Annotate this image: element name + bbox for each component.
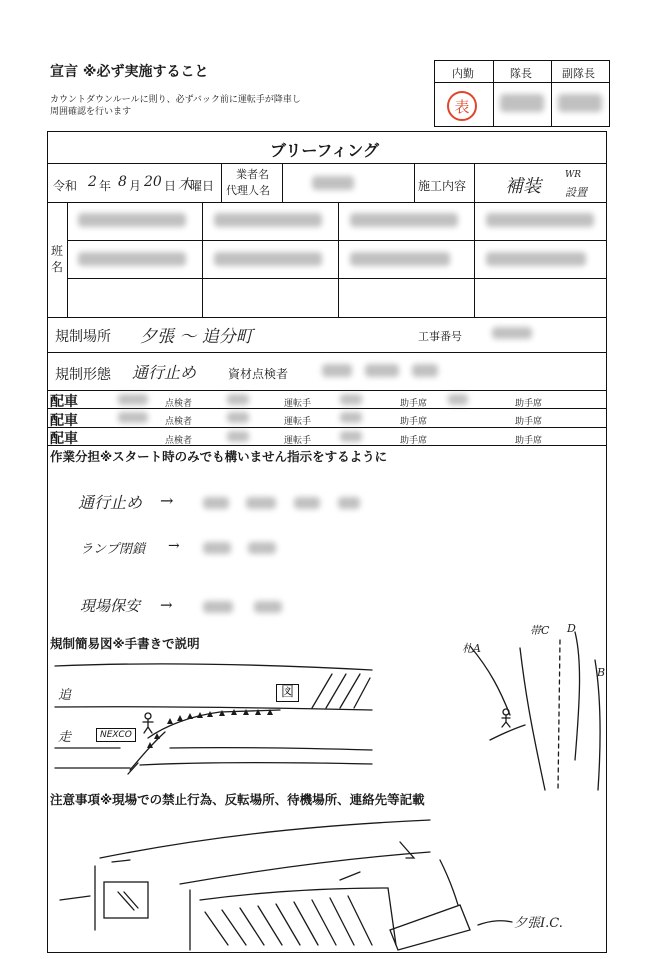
caution-sketch [60, 820, 512, 950]
declaration-line-2: 周囲確認を行います [50, 107, 132, 117]
date-day: 20 [144, 174, 162, 190]
cautions-title: 注意事項※現場での禁止行為、反転場所、待機場所、連絡先等記載 [50, 792, 425, 807]
approval-col-naikin: 内勤 [452, 67, 474, 80]
work-label: 施工内容 [418, 179, 467, 193]
date-month-label: 月 [129, 179, 142, 193]
ic-label: 夕張I.C. [514, 916, 563, 931]
date-month: 8 [118, 174, 127, 190]
date-year: 2 [88, 174, 97, 190]
material-inspector-label: 資材点検者 [228, 367, 289, 381]
agent-label: 代理人名 [226, 184, 270, 197]
date-day-label: 日 [164, 179, 177, 193]
diagram-title: 規制簡易図※手書きで説明 [50, 636, 200, 651]
diagram-label-oi: 追 [58, 688, 72, 703]
declaration-title: 宣言 ※必ず実施すること [50, 64, 209, 80]
diagram-car-b: B [597, 666, 606, 679]
approval-col-taicho: 隊長 [510, 67, 532, 80]
declaration-line-1: カウントダウンルールに則り、必ずバック前に運転手が降車し [50, 95, 301, 105]
approval-stamp: 表 [447, 91, 477, 121]
diagram-label-so: 走 [58, 730, 72, 745]
diagram-car-d: D [567, 622, 576, 635]
briefing-title: ブリーフィング [270, 141, 379, 160]
date-prefix: 令和 [53, 179, 78, 193]
regulation-place-value: 夕張 〜 追分町 [140, 327, 253, 347]
regulation-form-label: 規制形態 [55, 367, 111, 383]
cone-markers [147, 709, 273, 748]
diagram-box-glyph: 図 [276, 684, 299, 702]
date-year-label: 年 [99, 179, 112, 193]
task-section-title: 作業分担※スタート時のみでも構いません指示をするように [50, 449, 388, 464]
diagram-car-a: 札A [462, 642, 481, 655]
nexco-sign: NEXCO [96, 728, 136, 742]
project-number-label: 工事番号 [418, 330, 462, 343]
work-value: 補装 [505, 176, 541, 197]
vendor-label: 業者名 [236, 168, 269, 181]
regulation-form-value: 通行止め [132, 363, 197, 382]
regulation-place-label: 規制場所 [55, 329, 111, 345]
date-weekday-label: 曜日 [190, 179, 215, 193]
approval-col-fukutaicho: 副隊長 [562, 67, 595, 80]
work-note-wr: WR [565, 170, 582, 180]
date-weekday: 木 [178, 177, 192, 193]
diagram-car-c: 帯C [530, 624, 550, 637]
team-label: 班名 [51, 244, 64, 274]
work-note-setchi: 設置 [565, 186, 587, 199]
